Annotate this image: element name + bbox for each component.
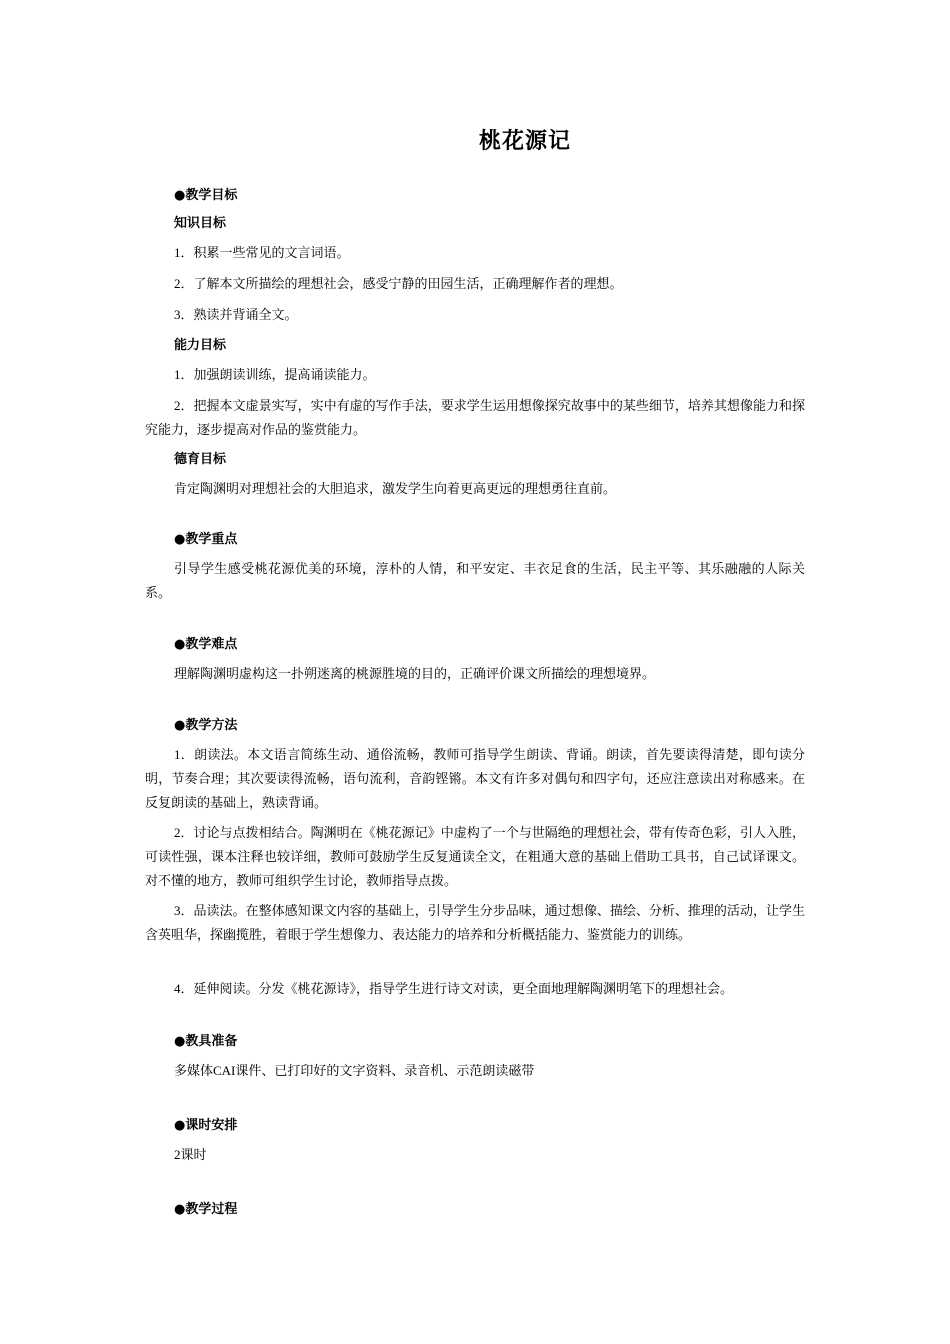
knowledge-item: 3．熟读并背诵全文。	[174, 307, 298, 322]
section-heading-schedule: ●课时安排	[174, 1118, 238, 1133]
key-points-text: 引导学生感受桃花源优美的环境，淳朴的人情，和平安定、丰衣足食的生活，民主平等、其乐融融的人际关系。	[145, 561, 805, 600]
subheading-ability: 能力目标	[174, 338, 227, 353]
section-heading-key-points: ●教学重点	[174, 532, 238, 547]
method-item: 4．延伸阅读。分发《桃花源诗》，指导学生进行诗文对读，更全面地理解陶渊明笔下的理想社会。	[174, 981, 734, 996]
method-item: 3．品读法。在整体感知课文内容的基础上，引导学生分步品味，通过想像、描绘、分析、推理的活动，让学生含英咀华，探幽揽胜，着眼于学生想像力、表达能力的培养和分析概括能力、鉴赏能力的训练。	[145, 903, 805, 942]
section-heading-process: ●教学过程	[174, 1202, 238, 1217]
section-heading-methods: ●教学方法	[174, 718, 238, 733]
method-item: 1．朗读法。本文语言简练生动、通俗流畅，教师可指导学生朗读、背诵。朗读，首先要读得清楚，即句读分明，节奏合理；其次要读得流畅，语句流利，音韵铿锵。本文有许多对偶句和四字句，还应注意读出对称感来。在反复朗读的基础上，熟读背诵。	[145, 747, 805, 810]
section-heading-objectives: ●教学目标	[174, 188, 238, 203]
knowledge-item: 2．了解本文所描绘的理想社会，感受宁静的田园生活，正确理解作者的理想。	[174, 276, 623, 291]
moral-text: 肯定陶渊明对理想社会的大胆追求，激发学生向着更高更远的理想勇往直前。	[174, 481, 617, 496]
subheading-moral: 德育目标	[174, 452, 227, 467]
materials-text: 多媒体CAI课件、已打印好的文字资料、录音机、示范朗读磁带	[174, 1063, 535, 1078]
difficulties-text: 理解陶渊明虚构这一扑朔迷离的桃源胜境的目的，正确评价课文所描绘的理想境界。	[174, 666, 656, 681]
ability-item: 2．把握本文虚景实写，实中有虚的写作手法，要求学生运用想像探究故事中的某些细节，培养其想像能力和探究能力，逐步提高对作品的鉴赏能力。	[145, 398, 805, 437]
ability-item: 1．加强朗读训练，提高诵读能力。	[174, 367, 376, 382]
section-heading-materials: ●教具准备	[174, 1034, 238, 1049]
section-heading-difficulties: ●教学难点	[174, 637, 238, 652]
schedule-text: 2课时	[174, 1147, 207, 1162]
document-title: 桃花源记	[478, 129, 571, 154]
method-item: 2．讨论与点拨相结合。陶渊明在《桃花源记》中虚构了一个与世隔绝的理想社会，带有传奇色彩，引人入胜，可读性强，课本注释也较详细，教师可鼓励学生反复通读全文，在粗通大意的基础上借助工具书，自己试译课文。对不懂的地方，教师可组织学生讨论，教师指导点拨。	[145, 825, 805, 888]
knowledge-item: 1．积累一些常见的文言词语。	[174, 245, 350, 260]
subheading-knowledge: 知识目标	[174, 216, 227, 231]
